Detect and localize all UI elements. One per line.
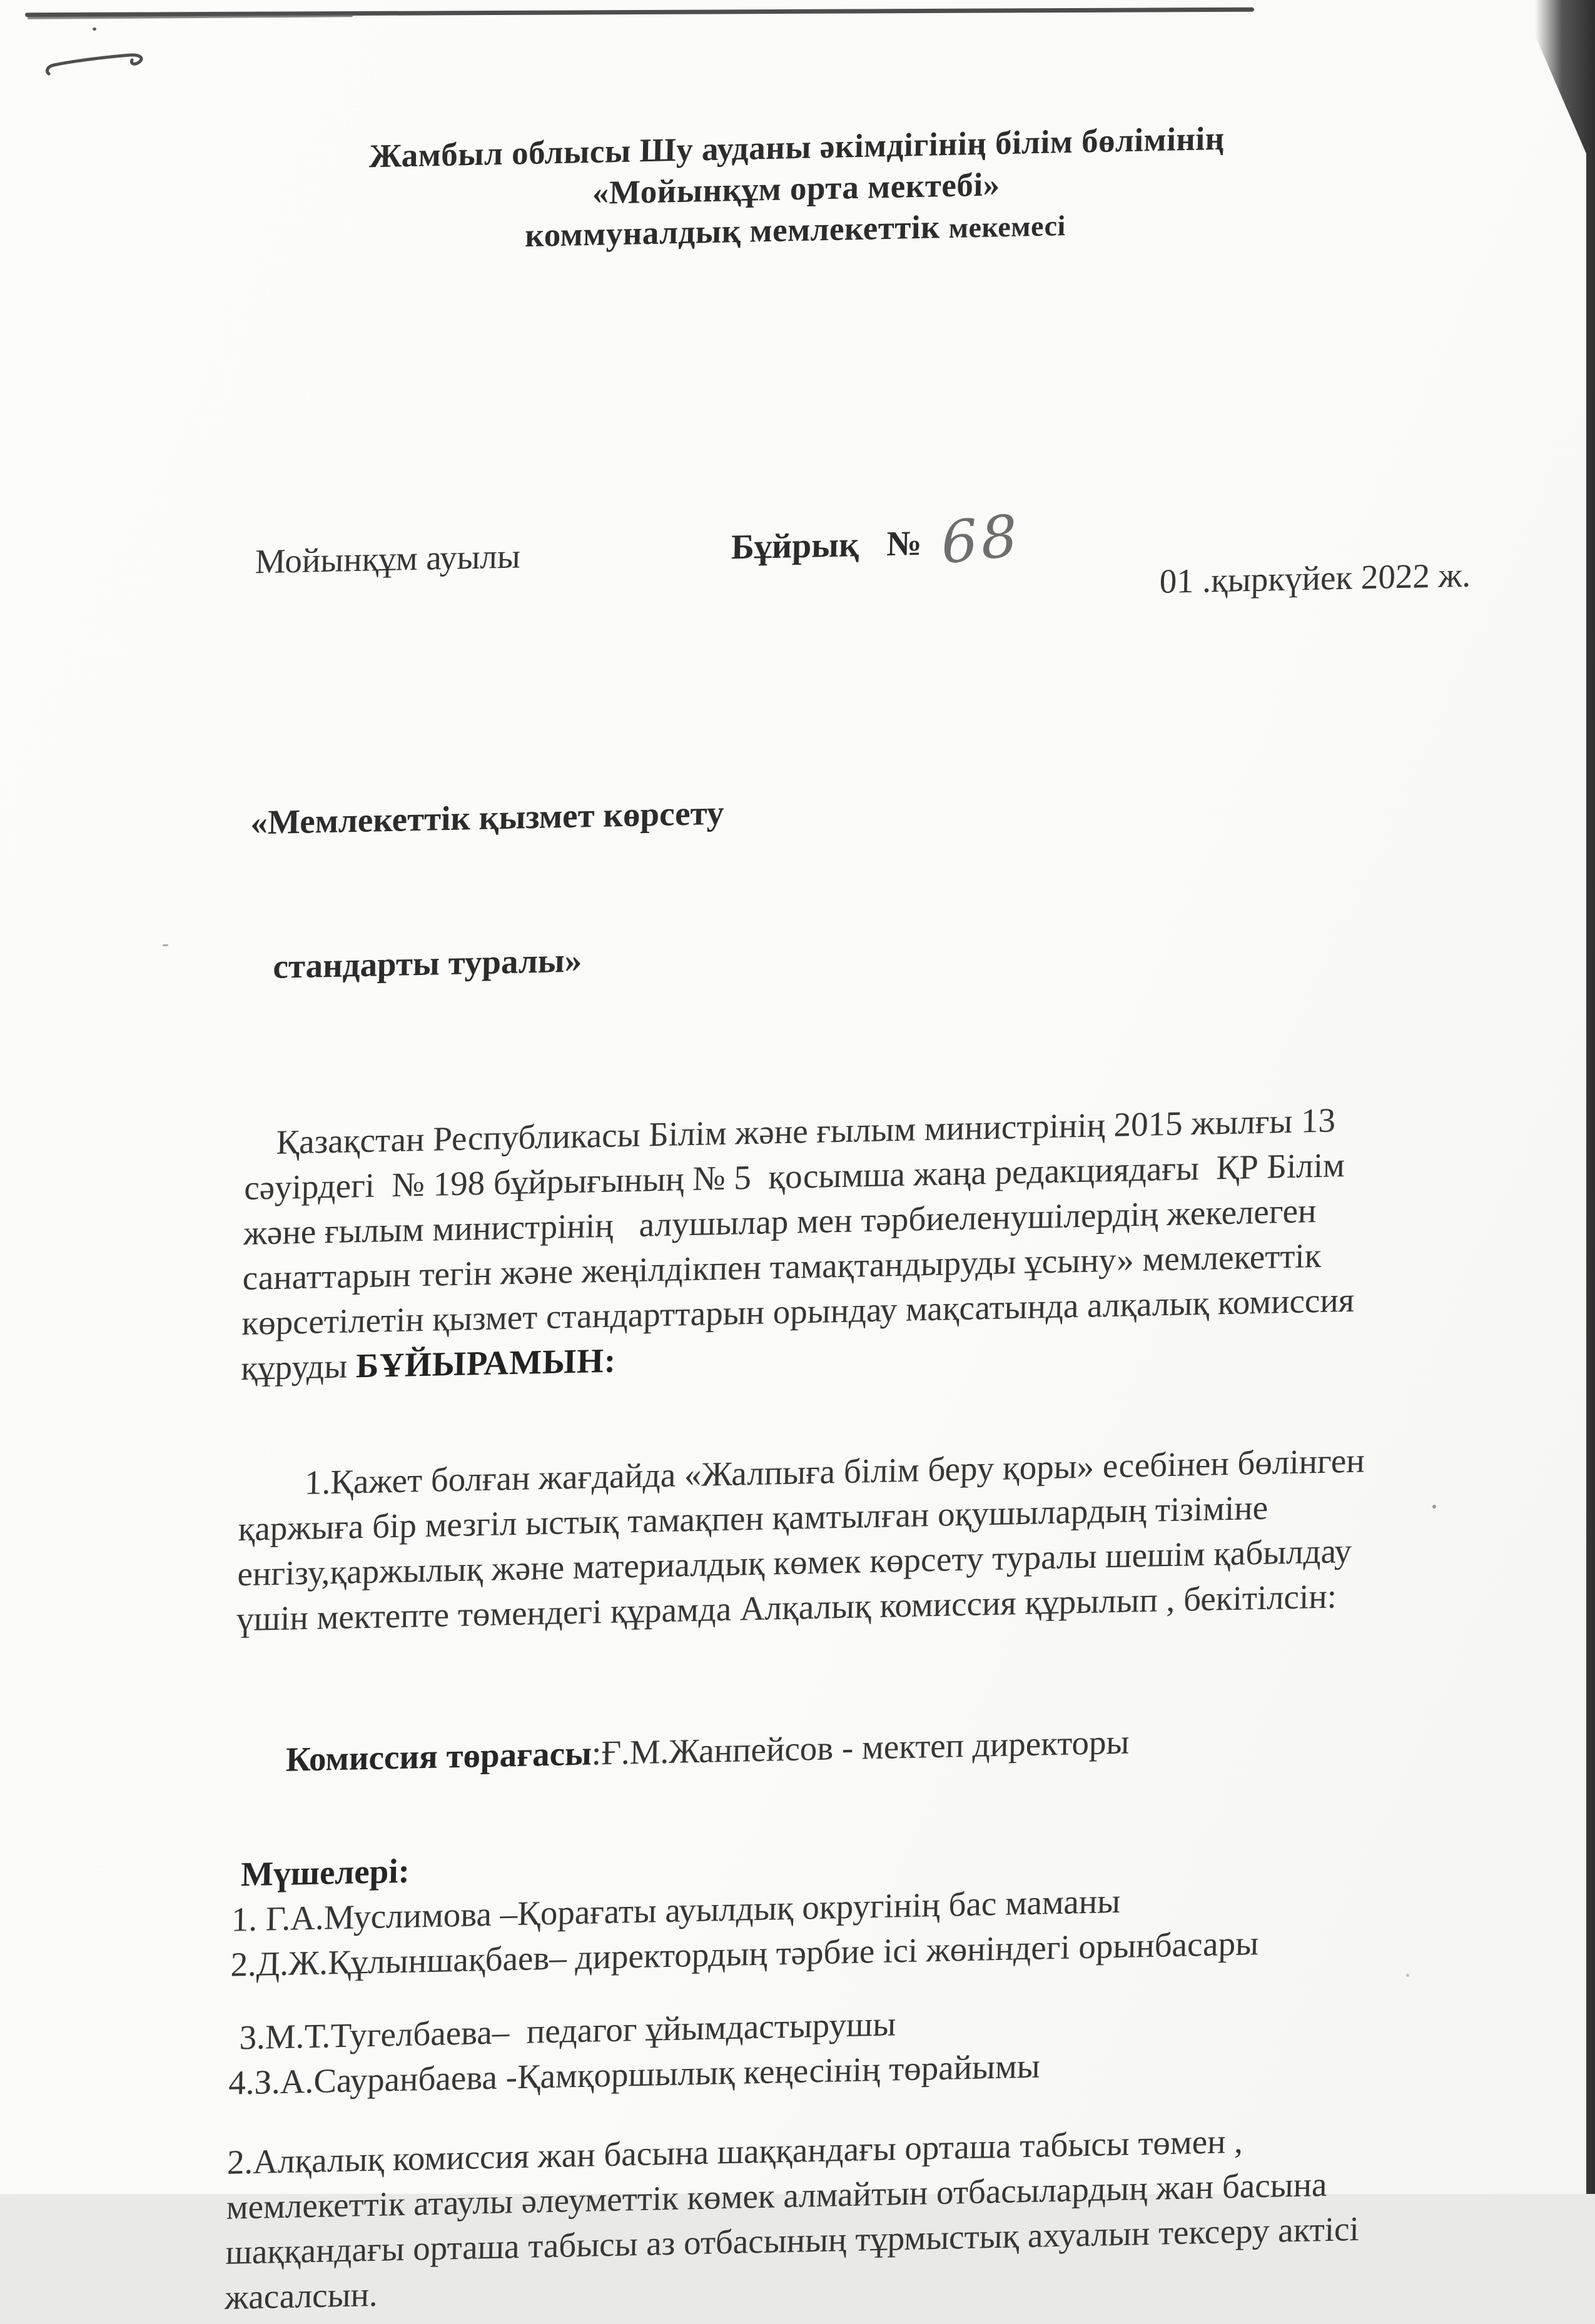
subject-line-1: «Мемлекеттік қызмет көрсету <box>250 793 724 842</box>
preamble-line: Қазақстан Республикасы Білім және ғылым министрінің 2015 жылғы 13 <box>276 1101 1336 1161</box>
commission-members <box>228 1826 1471 2106</box>
scan-right-edge-shadow <box>1535 0 1595 2194</box>
commission-chair-value: :Ғ.М.Жанпейсов - мектеп директоры <box>591 1722 1130 1772</box>
order-number-sign: № <box>886 523 923 564</box>
place-name: Мойынқұм ауылы <box>255 537 521 581</box>
preamble-line: санаттарын тегін және жеңілдікпен тамақтандыруды ұсыну» мемлекеттік <box>242 1236 1322 1298</box>
order-item-1-line: енгізу,қаржылық және материалдық көмек көрсету туралы шешім қабылдау <box>237 1531 1352 1594</box>
order-item-1-line: үшін мектепте төмендегі құрамда Алқалық комиссия құрылып , бекітілсін: <box>236 1577 1337 1639</box>
org-header-line-1: Жамбыл облысы Шу ауданы әкімдігінің білім бөлімінің <box>368 120 1225 175</box>
order-item-2 <box>225 2116 1397 2320</box>
org-header-line-2: «Мойынқұм орта мектебі» <box>592 166 1001 211</box>
preamble-line: сәуірдегі № 198 бұйрығының № 5 қосымша жаңа редакциядағы ҚР Білім <box>243 1146 1345 1207</box>
member-item: 3.М.Т.Тугелбаева– педагог ұйымдастырушы <box>239 2004 896 2057</box>
order-label: Бұйрық <box>731 525 859 567</box>
order-item-2-line: жасалсын. <box>224 2275 378 2316</box>
decree-word: БҰЙЫРАМЫН: <box>355 1341 617 1385</box>
order-number-handwritten: 68 <box>938 502 1023 577</box>
member-item: 4.З.А.Сауранбаева -Қамқоршылық кеңесінің төрайымы <box>228 2046 1041 2102</box>
commission-chair-line <box>233 1667 1474 1829</box>
preamble-line: көрсетілетін қызмет стандарттарын орындау мақсатында алқалық комиссия <box>241 1280 1355 1343</box>
preamble-tail: құруды <box>240 1346 357 1388</box>
ink-speck <box>93 28 96 31</box>
subject-heading <box>246 676 1491 1088</box>
order-item-2-line: 2.Алқалық комиссия жан басына шаққандағы орташа табысы төмен , <box>226 2121 1243 2181</box>
subject-line-2: стандарты туралы» <box>273 941 582 986</box>
document-content <box>56 94 1501 2323</box>
order-date: 01 .қыркүйек 2022 ж. <box>1159 555 1471 601</box>
order-item-2-line: мемлекеттік атаулы әлеуметтік көмек алмайтын отбасылардың жан басына <box>226 2165 1328 2226</box>
members-title: Мүшелері: <box>240 1851 410 1894</box>
org-header <box>91 112 1501 266</box>
org-header-line-3-main: коммуналдық мемлекеттік <box>524 209 941 255</box>
member-item: 2.Д.Ж.Құлыншақбаев– директордың тәрбие ісі жөніндегі орынбасары <box>230 1924 1259 1984</box>
handwritten-squiggle-mark <box>44 51 150 79</box>
order-item-1-line: 1.Қажет болған жағдайда «Жалпыға білім беру қоры» есебінен бөлінген <box>304 1441 1365 1502</box>
org-header-line-3-small: мекемесі <box>948 210 1066 244</box>
order-item-1-line: қаржыға бір мезгіл ыстық тамақпен қамтылған оқушылардың тізіміне <box>238 1488 1268 1548</box>
commission-chair-label: Комиссия төрағасы <box>285 1734 592 1779</box>
member-item: 1. Г.А.Муслимова –Қорағаты ауылдық округінің бас маманы <box>231 1881 1121 1939</box>
order-item-2-line: шаққандағы орташа табысы аз отбасының тұрмыстық ахуалын тексеру актісі <box>225 2209 1360 2271</box>
preamble-paragraph <box>241 1096 1415 1391</box>
order-item-1 <box>236 1437 1409 1642</box>
preamble-line: және ғылым министрінің алушылар мен тәрбиеленушілердің жекелеген <box>243 1191 1317 1252</box>
